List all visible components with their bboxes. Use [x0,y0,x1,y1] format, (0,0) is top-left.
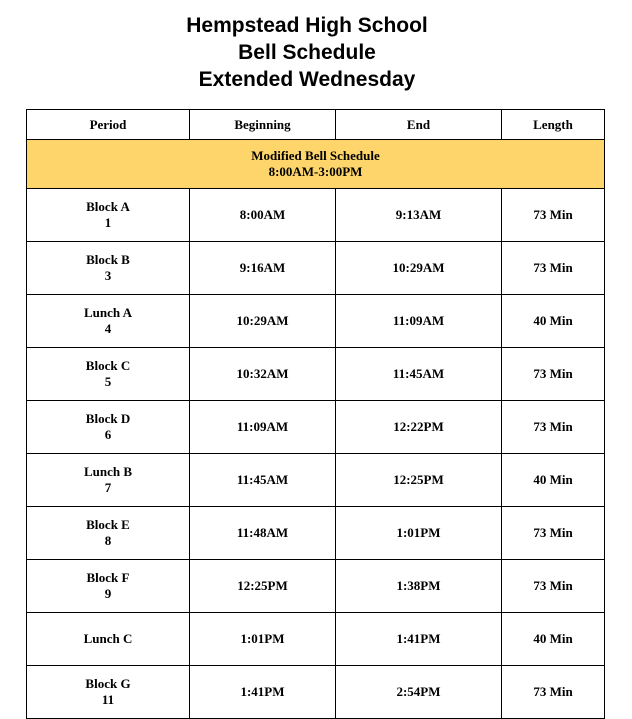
period-name: Block A [86,199,130,214]
table-row [27,507,605,560]
end-time-cell: 11:45AM [336,348,502,401]
banner-hours: 8:00AM-3:00PM [268,164,363,179]
period-cell [27,242,190,295]
length-cell: 40 Min [502,613,605,666]
period-cell [27,295,190,348]
bell-schedule-table [26,109,605,719]
period-name: Block B [86,252,130,267]
length-cell: 73 Min [502,401,605,454]
period-name: Block D [85,411,131,426]
period-cell [27,560,190,613]
period-cell [27,189,190,242]
length-cell: 73 Min [502,242,605,295]
period-cell [27,401,190,454]
header-row [27,110,605,140]
period-name: Block F [86,570,130,585]
period-name: Block G [85,676,131,691]
beginning-time-cell: 1:41PM [190,666,336,719]
table-row [27,189,605,242]
school-name: Hempstead High School [186,14,428,37]
beginning-time-cell: 11:09AM [190,401,336,454]
period-cell [27,666,190,719]
period-number: 7 [104,480,112,495]
period-number: 5 [104,374,112,389]
period-number: 11 [101,692,115,707]
beginning-time-cell: 10:29AM [190,295,336,348]
end-time-cell: 10:29AM [336,242,502,295]
length-cell: 73 Min [502,666,605,719]
header-end: End [336,110,502,140]
end-time-cell: 1:01PM [336,507,502,560]
end-time-cell: 2:54PM [336,666,502,719]
schedule-day: Extended Wednesday [198,68,416,91]
table-row [27,666,605,719]
table-row [27,242,605,295]
beginning-time-cell: 12:25PM [190,560,336,613]
length-cell: 73 Min [502,560,605,613]
table-row [27,348,605,401]
period-number: 4 [104,321,112,336]
banner-title: Modified Bell Schedule [251,148,380,163]
length-cell: 73 Min [502,348,605,401]
period-name: Lunch A [83,305,133,320]
period-name: Block C [85,358,131,373]
beginning-time-cell: 10:32AM [190,348,336,401]
period-number: 1 [104,215,112,230]
period-number: 3 [104,268,112,283]
end-time-cell: 11:09AM [336,295,502,348]
table-row [27,613,605,666]
period-number: 8 [104,533,112,548]
beginning-time-cell: 11:45AM [190,454,336,507]
table-row [27,295,605,348]
header-length: Length [502,110,605,140]
table-row [27,454,605,507]
header-beginning: Beginning [190,110,336,140]
length-cell: 73 Min [502,507,605,560]
period-cell [27,507,190,560]
period-cell [27,613,190,666]
schedule-banner [27,140,605,189]
header-period: Period [27,110,190,140]
length-cell: 73 Min [502,189,605,242]
period-number: 9 [104,586,112,601]
length-cell: 40 Min [502,454,605,507]
end-time-cell: 12:22PM [336,401,502,454]
table-row [27,401,605,454]
period-name: Lunch C [83,631,133,646]
end-time-cell: 9:13AM [336,189,502,242]
beginning-time-cell: 1:01PM [190,613,336,666]
period-name: Block E [86,517,130,532]
end-time-cell: 12:25PM [336,454,502,507]
schedule-name: Bell Schedule [238,41,376,64]
period-number: 6 [104,427,112,442]
table-row [27,560,605,613]
beginning-time-cell: 9:16AM [190,242,336,295]
end-time-cell: 1:41PM [336,613,502,666]
period-cell [27,348,190,401]
end-time-cell: 1:38PM [336,560,502,613]
beginning-time-cell: 11:48AM [190,507,336,560]
beginning-time-cell: 8:00AM [190,189,336,242]
banner-row [27,140,605,189]
period-cell [27,454,190,507]
length-cell: 40 Min [502,295,605,348]
period-name: Lunch B [83,464,133,479]
document-title [0,12,614,93]
